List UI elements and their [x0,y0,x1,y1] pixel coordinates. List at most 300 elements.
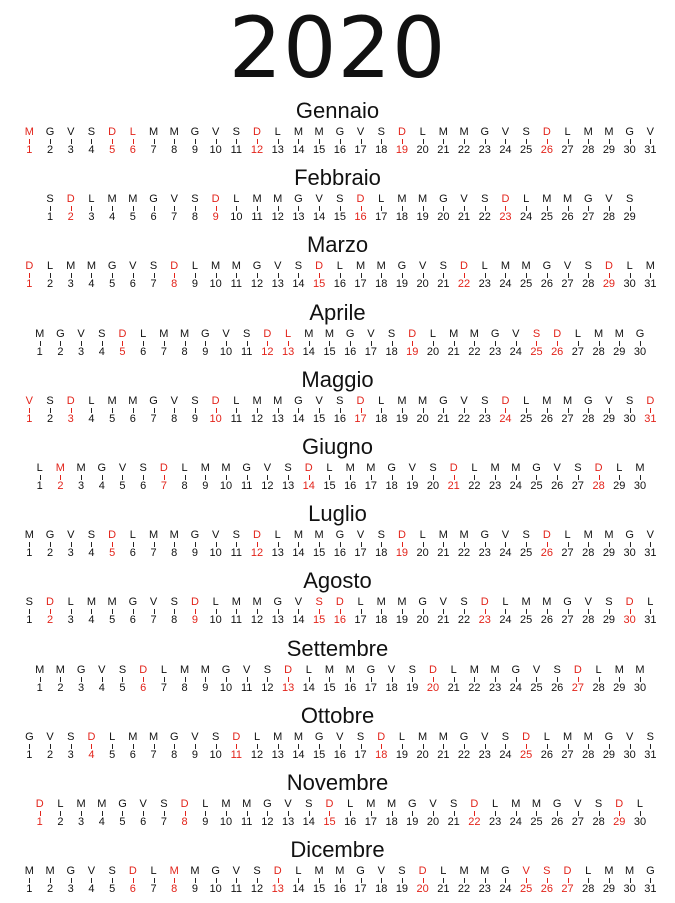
day-number: 18 [375,278,388,291]
weekday-letter: S [232,126,241,138]
day-number: 31 [644,278,657,291]
day-number: 3 [67,883,74,896]
day-cell [350,729,371,765]
day-number: 8 [181,816,188,828]
day-cell [143,527,164,563]
day-cell [485,796,506,832]
day-number: 31 [644,614,657,627]
day-cell [123,594,144,630]
day-cell [226,729,247,765]
day-cell [402,460,423,496]
day-number: 24 [499,278,512,291]
weekday-letter: V [439,596,448,609]
day-cell [71,460,92,496]
day-cell [381,460,402,496]
weekday-letter: D [522,730,531,743]
day-number: 4 [98,816,105,828]
day-number: 5 [119,681,126,694]
day-number: 3 [78,480,85,492]
day-cell [133,796,154,832]
day-cell [340,662,361,698]
month-name: Marzo [306,232,369,258]
day-cell [288,594,309,630]
day-cell [443,662,464,698]
weekday-letter: V [315,193,323,206]
day-cell [278,326,299,362]
day-number: 4 [98,480,105,492]
weekday-letter: M [511,462,521,474]
day-cell [102,594,123,630]
weekday-letter: M [169,529,179,542]
day-cell [464,796,485,832]
day-number: 19 [395,883,409,896]
weekday-letter: L [647,596,654,609]
weekday-letter: V [522,865,530,878]
day-number: 8 [181,681,188,694]
day-number: 20 [416,883,429,896]
weekday-letter: M [107,596,117,609]
day-number: 26 [551,480,564,492]
weekday-letter: M [169,126,179,138]
weekday-letter: L [233,193,240,206]
day-cell [257,662,278,698]
day-cell [205,191,226,227]
day-number: 16 [344,345,357,358]
day-cell [640,258,661,294]
day-cell [143,729,164,765]
day-number: 3 [67,144,74,156]
weekday-letter: V [481,730,489,743]
weekday-letter: D [542,529,551,542]
day-cell [361,460,382,496]
weekday-letter: S [429,462,437,474]
day-number: 5 [109,547,116,560]
day-number: 13 [271,278,284,291]
day-number: 5 [109,144,116,156]
weekday-letter: M [635,462,645,474]
day-number: 3 [78,681,85,694]
day-number: 1 [26,547,33,560]
weekday-letter: G [97,462,107,474]
day-number: 17 [354,883,367,896]
day-number: 6 [150,211,157,224]
day-number: 17 [354,614,367,627]
day-number: 8 [181,345,188,358]
day-cell [185,191,206,227]
weekday-letter: S [305,798,313,810]
day-cell [412,258,433,294]
day-cell [298,460,319,496]
day-number: 7 [160,345,167,358]
day-number: 4 [88,883,95,896]
day-cell [50,460,71,496]
weekday-letter: D [253,126,261,138]
day-number: 26 [540,412,553,425]
day-number: 24 [499,883,512,896]
day-cell [81,527,102,563]
weekday-letter: M [128,730,138,743]
day-cell [454,594,475,630]
day-number: 23 [478,547,491,560]
weekday-letter: G [221,663,231,676]
day-number: 8 [171,748,178,761]
day-cell [619,527,640,563]
day-number: 9 [191,883,198,896]
day-number: 16 [344,816,357,828]
day-number: 12 [250,748,264,761]
day-cell [547,326,568,362]
month-gennaio [0,98,675,164]
day-number: 28 [582,614,595,627]
weekday-letter: L [398,730,405,743]
weekday-letter: M [314,865,324,878]
day-cell [619,729,640,765]
weekday-letter: D [480,596,489,609]
day-cell [247,863,268,899]
day-number: 20 [416,144,429,156]
day-cell [392,258,413,294]
day-cell [143,594,164,630]
day-cell [505,662,526,698]
day-cell [474,527,495,563]
weekday-letter: D [25,260,34,273]
day-number: 17 [364,681,378,694]
day-cell [547,796,568,832]
weekday-letter: V [625,730,634,743]
day-cell [505,460,526,496]
weekday-letter: G [128,596,138,609]
day-number: 20 [426,816,440,828]
month-name: Maggio [301,366,374,392]
day-number: 20 [426,681,440,694]
weekday-letter: L [523,394,530,407]
weekday-letter: G [604,730,614,743]
day-number: 22 [468,816,481,828]
day-cell [29,796,50,832]
weekday-letter: L [305,663,312,676]
weekday-letter: V [129,260,137,273]
day-number: 5 [119,480,126,492]
day-cell [330,729,351,765]
weekday-letter: D [377,730,386,743]
day-cell [350,594,371,630]
weekday-letter: M [35,327,45,340]
day-cell [578,191,599,227]
day-number: 8 [171,547,178,560]
weekday-letter: L [295,865,302,878]
month-name: Ottobre [300,702,375,728]
day-cell [205,393,226,429]
day-cell [40,527,61,563]
day-number: 19 [416,211,429,224]
weekday-letter: V [118,462,127,474]
day-cell [174,662,195,698]
day-cell [412,124,433,160]
day-cell [412,191,433,227]
day-number: 2 [57,345,64,358]
day-number: 27 [561,412,574,425]
weekday-letter: S [398,865,406,878]
day-number: 5 [109,748,116,761]
weekday-letter: S [211,730,220,743]
day-number: 8 [171,614,178,627]
month-marzo [0,232,675,298]
day-cell [371,191,392,227]
weekday-letter: V [356,529,365,542]
day-cell [257,326,278,362]
weekday-letter: M [35,663,45,676]
day-cell [123,393,144,429]
day-cell [619,124,640,160]
weekday-letter: G [366,663,376,676]
day-number: 7 [160,816,167,828]
day-number: 18 [375,547,388,560]
day-number: 31 [644,883,657,896]
weekday-letter: D [159,462,168,474]
day-number: 3 [67,412,74,425]
day-number: 15 [313,883,326,896]
weekday-letter: M [242,798,252,810]
day-cell [495,124,516,160]
weekday-letter: G [66,865,76,878]
day-number: 1 [26,412,33,425]
day-cell [174,460,195,496]
weekday-letter: D [273,865,282,878]
day-cell [371,729,392,765]
weekday-letter: L [574,327,581,340]
day-cell [60,729,81,765]
day-number: 27 [571,345,585,358]
day-number: 28 [592,681,605,694]
day-cell [112,662,133,698]
weekday-letter: M [314,126,324,138]
day-number: 14 [302,816,315,828]
day-cell [371,863,392,899]
weekday-letter: G [490,327,500,340]
month-maggio [0,367,675,433]
weekday-letter: L [378,394,385,407]
day-cell [526,326,547,362]
weekday-letter: G [387,462,396,474]
weekday-letter: S [170,596,178,609]
day-row [0,796,675,832]
day-cell [619,393,640,429]
weekday-letter: D [625,596,634,609]
day-number: 25 [520,412,533,425]
day-number: 28 [592,816,605,828]
day-cell [81,191,102,227]
weekday-letter: S [605,596,613,609]
day-number: 22 [457,412,471,425]
day-number: 28 [602,211,616,224]
day-number: 23 [478,144,491,156]
weekday-letter: G [149,193,158,206]
weekday-letter: M [594,327,604,340]
day-cell [154,662,175,698]
day-cell [557,258,578,294]
weekday-letter: L [109,730,116,743]
day-cell [195,662,216,698]
weekday-letter: M [221,462,231,474]
day-number: 8 [171,278,178,291]
day-number: 24 [499,614,512,627]
weekday-letter: V [460,193,468,206]
weekday-letter: D [449,462,458,474]
day-number: 19 [395,748,409,761]
day-number: 28 [582,547,595,560]
weekday-letter: M [438,730,448,743]
weekday-letter: D [646,394,655,407]
day-cell [236,460,257,496]
weekday-letter: S [356,730,365,743]
day-cell [485,326,506,362]
day-number: 27 [571,816,585,828]
weekday-letter: S [46,394,54,407]
day-cell [433,527,454,563]
day-number: 21 [437,614,450,627]
weekday-letter: L [140,327,147,340]
day-cell [537,729,558,765]
month-name: Aprile [309,299,366,325]
day-number: 6 [140,681,147,694]
day-number: 3 [88,211,95,224]
weekday-letter: S [543,865,551,878]
month-settembre [0,636,675,702]
day-cell [154,326,175,362]
weekday-letter: L [36,462,43,474]
day-number: 20 [437,211,450,224]
day-cell [50,662,71,698]
weekday-letter: V [584,596,592,609]
day-cell [547,460,568,496]
day-cell [226,124,247,160]
day-cell [392,729,413,765]
day-number: 18 [395,211,409,224]
day-cell [474,729,495,765]
weekday-letter: G [439,394,448,407]
weekday-letter: S [263,663,272,676]
day-number: 29 [623,211,636,224]
weekday-letter: M [500,260,511,273]
day-cell [81,393,102,429]
day-cell [516,527,537,563]
weekday-letter: M [24,126,34,138]
day-number: 6 [129,883,136,896]
day-cell [578,258,599,294]
day-number: 30 [633,345,647,358]
weekday-letter: S [532,327,541,340]
month-luglio [0,501,675,567]
day-number: 23 [488,480,502,492]
weekday-letter: D [66,394,75,407]
weekday-letter: V [263,462,272,474]
day-number: 20 [416,278,429,291]
day-number: 24 [509,480,522,492]
day-row [0,393,675,429]
weekday-letter: D [66,193,75,206]
weekday-letter: V [512,327,520,340]
weekday-letter: V [315,394,323,407]
weekday-letter: M [345,462,355,474]
day-number: 28 [582,144,595,156]
day-cell [495,527,516,563]
day-cell [609,326,630,362]
day-number: 25 [520,614,533,627]
day-number: 15 [313,144,326,156]
weekday-letter: D [128,865,137,878]
weekday-letter: G [625,126,634,138]
day-cell [557,393,578,429]
day-number: 21 [447,345,460,358]
weekday-letter: M [480,865,490,878]
day-number: 16 [354,211,367,224]
weekday-letter: G [169,730,179,743]
day-number: 29 [602,144,616,156]
day-cell [102,527,123,563]
weekday-letter: S [460,596,468,609]
day-number: 16 [333,278,346,291]
day-cell [371,527,392,563]
weekday-letter: S [191,193,199,206]
weekday-letter: S [139,462,147,474]
weekday-letter: V [284,798,292,810]
day-cell [412,863,433,899]
weekday-letter: G [625,529,634,542]
day-number: 4 [109,211,116,224]
weekday-letter: M [376,596,386,609]
day-number: 15 [323,816,336,828]
day-number: 16 [333,547,346,560]
day-cell [267,258,288,294]
weekday-letter: L [419,126,426,138]
day-cell [154,796,175,832]
weekday-letter: D [46,596,54,609]
weekday-letter: D [418,865,427,878]
day-number: 13 [281,345,295,358]
day-number: 25 [530,480,543,492]
weekday-letter: M [252,596,262,609]
weekday-letter: M [469,327,479,340]
day-number: 27 [582,211,595,224]
weekday-letter: M [66,260,76,273]
weekday-letter: V [605,394,613,407]
day-cell [195,326,216,362]
weekday-letter: G [459,730,469,743]
weekday-letter: G [552,798,562,810]
weekday-letter: M [128,193,138,206]
day-cell [495,191,516,227]
weekday-letter: V [646,529,655,542]
day-number: 4 [88,278,95,291]
day-number: 6 [140,345,147,358]
weekday-letter: L [274,126,281,138]
day-number: 19 [406,345,419,358]
weekday-letter: M [438,529,448,542]
weekday-letter: M [583,126,593,138]
day-number: 12 [250,144,264,156]
day-number: 6 [129,412,136,425]
day-number: 13 [271,748,284,761]
day-cell [516,258,537,294]
weekday-letter: M [180,327,190,340]
day-number: 20 [416,547,429,560]
day-cell [454,527,475,563]
weekday-letter: M [190,865,200,878]
day-number: 16 [333,614,346,627]
day-cell [40,594,61,630]
day-number: 10 [230,211,243,224]
day-cell [195,796,216,832]
